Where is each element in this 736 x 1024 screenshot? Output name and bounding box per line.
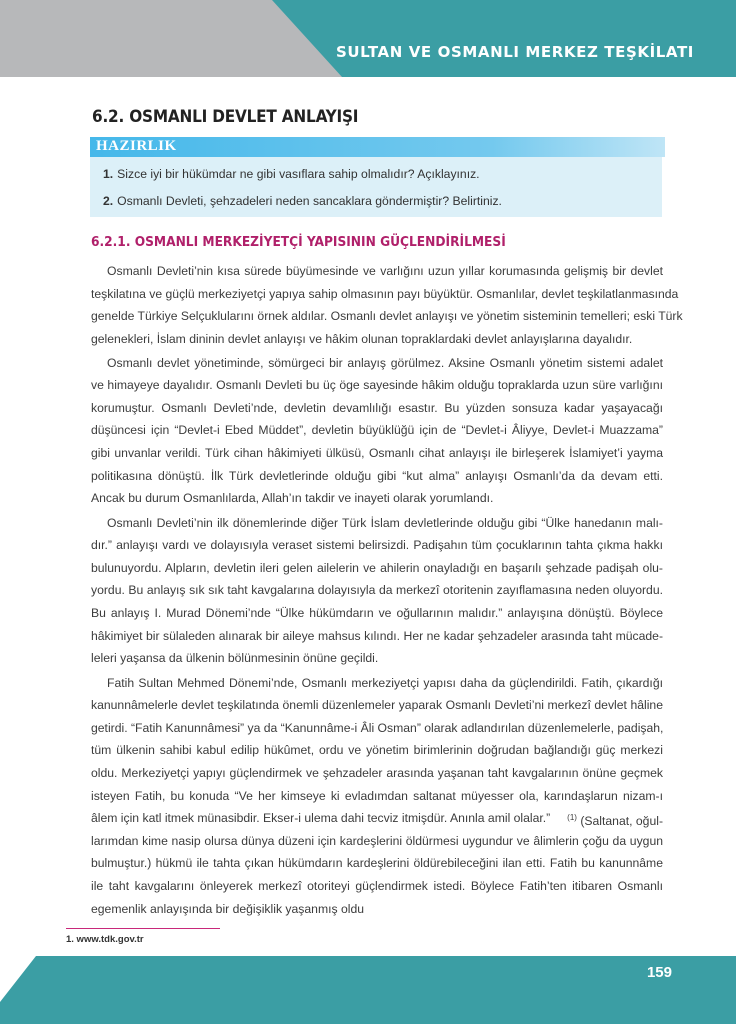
body-line: genelde Türkiye Selçuklularını örnek aldılar. Osmanlı devlet anlayışı ve yönetim sisteminin temelleri; eski Türk <box>91 309 683 323</box>
body-line: tüm ülkenin sahibi kabul edilip hükûmet, ordu ve yönetim birimlerinin doğrudan bağlandığı güç merkezi <box>91 743 663 757</box>
question-number: 2. <box>103 194 114 208</box>
body-line: bulunuyordu. Alpların, devletin ileri gelen ailelerin ve ahilerin onayladığı en başarılı şehzade padişah olu- <box>91 561 663 575</box>
body-line: larımdan kime nasip olursa dünya düzeni için kardeşlerini öldürmesi uygundur ve âlimlerin çoğu da uygun <box>91 834 663 848</box>
body-line: ve himayeye dayalıdır. Osmanlı Devleti bu üç öge sayesinde hâkim olduğu topraklarda uzun süre varlığını <box>91 378 663 392</box>
page-number: 159 <box>646 964 672 981</box>
body-line: Osmanlı devlet yönetiminde, sömürgeci bir anlayış görülmez. Aksine Osmanlı yönetim sistemi adalet <box>107 356 663 370</box>
chapter-title: SULTAN VE OSMANLI MERKEZ TEŞKİLATI <box>336 43 694 61</box>
body-line: teşkilatına ve güçlü merkeziyetçi yapıya sahip olmasının payı büyüktür. Osmanlılar, devlet teşkilatlanmasında <box>91 287 679 301</box>
question-2 <box>103 194 502 208</box>
question-number: 1. <box>103 167 114 181</box>
citation <box>567 810 663 829</box>
body-line: isteyen Fatih, bu konuda “Ve her kimseye ki evladımdan saltanat müyesser ola, karındaşlarun nizam-ı <box>91 789 663 803</box>
body-line: kanunnâmelerle devlet teşkilatında önemli düzenlemeler yaparak Osmanlı Devleti’ni merkezî devlet hâline <box>91 698 663 712</box>
body-line: ile taht kavgalarını önleyerek merkezî otoriteyi güçlendirmek istedi. Böylece Fatih’ten itibaren Osmanlı <box>91 879 663 893</box>
footer-band <box>0 956 736 1024</box>
section-title: 6.2. OSMANLI DEVLET ANLAYIŞI <box>92 107 359 127</box>
body-line: gelenekleri, İslam dininin devlet anlayışı ve hâkim olunan topraklardaki devlet anlayışlarına dayalıdır. <box>91 332 633 346</box>
question-1 <box>103 167 480 181</box>
body-line: oldu. Merkeziyetçi yapıyı güçlendirmek ve şehzadeler arasında yaşanan taht kavgalarının önüne geçmek <box>91 766 663 780</box>
subsection-title: 6.2.1. OSMANLI MERKEZİYETÇİ YAPISININ GÜÇLENDİRİLMESİ <box>91 234 506 250</box>
question-text: Osmanlı Devleti, şehzadeleri neden sancaklara göndermiştir? Belirtiniz. <box>117 194 502 208</box>
body-line: egemenlik anlayışında bir değişiklik yaşanmış oldu <box>91 902 365 916</box>
body-line: getirdi. “Fatih Kanunnâmesi” ya da “Kanunnâme-i Âli Osman” olarak adlandırılan düzenlemelerle, padişah, <box>91 721 664 735</box>
body-line: Osmanlı Devleti’nin ilk dönemlerinde diğer Türk İslam devletlerinde olduğu gibi “Ülke hanedanın malı- <box>107 516 663 530</box>
citation-mark: (1) <box>567 813 577 822</box>
question-text: Sizce iyi bir hükümdar ne gibi vasıflara sahip olmalıdır? Açıklayınız. <box>117 167 480 181</box>
body-line: Ancak bu durum Osmanlılarda, Allah’ın takdir ve inayeti olarak yorumlandı. <box>91 491 494 505</box>
citation-tail: (Saltanat, oğul- <box>580 814 663 828</box>
body-line: politikasına dönüştü. İlk Türk devletlerinde olduğu gibi “kut alma” anlayışı Osmanlı’da da devam etti. <box>91 469 663 483</box>
footnote: 1. www.tdk.gov.tr <box>66 934 144 945</box>
body-line: bulmuştur.) hükmü ile tahta çıkan hükümdarın kardeşlerini öldürebileceğini ilan etti. Fatih bu kanunnâme <box>91 856 663 870</box>
body-line: Bu anlayış I. Murad Dönemi’nde “Ülke hükümdarın ve oğullarının malıdır.” anlayışına dönüştü. Böylece <box>91 606 663 620</box>
body-line: Fatih Sultan Mehmed Dönemi’nde, Osmanlı merkeziyetçi yapısı daha da güçlendirildi. Fatih, çıkardığı <box>107 676 663 690</box>
body-line: leleri yaşansa da ülkenin bölünmesinin önüne geçildi. <box>91 651 379 665</box>
body-line: gibi unvanlar verildi. Türk cihan hâkimiyeti ülküsü, Osmanlı cihat anlayışı ile birleşerek İslamiyet’i yayma <box>91 446 663 460</box>
footnote-rule <box>66 928 220 929</box>
body-line: korumuştur. Osmanlı Devleti’nde, devletin devamlılığı esastır. Bu yüzden sonsuza kadar yaşayacağı <box>91 401 663 415</box>
body-line: hâkimiyet bir sülaleden alınarak bir aileye mahsus kılındı. Her ne kadar şehzadeler arasında taht mücade- <box>91 629 663 643</box>
body-line-citation <box>91 810 663 829</box>
body-line-text: âlem için katl itmek münasibdir. Ekser-i ulema dahi tecviz itmişdür. Anınla amil olalar.” <box>91 811 551 825</box>
preparation-tag-label: HAZIRLIK <box>96 138 177 154</box>
body-line: Osmanlı Devleti’nin kısa sürede büyümesinde ve varlığını uzun yıllar korumasında gelişmiş bir devlet <box>107 264 663 278</box>
preparation-tag <box>90 137 665 157</box>
body-line: dır.” anlayışı vardı ve dolayısıyla veraset sistemi belirsizdi. Padişahın tüm çocuklarının tahta çıkma hakkı <box>91 538 663 552</box>
body-line: yordu. Bu anlayış sık sık taht kavgalarına dolayısıyla da merkezî otoritenin zayıflamasına neden oluyordu. <box>91 583 663 597</box>
body-line: düşüncesi için “Devlet-i Ebed Müddet”, devletin büyüklüğü için de “Devlet-i Âliyye, Devlet-i Muazzama” <box>91 423 663 437</box>
